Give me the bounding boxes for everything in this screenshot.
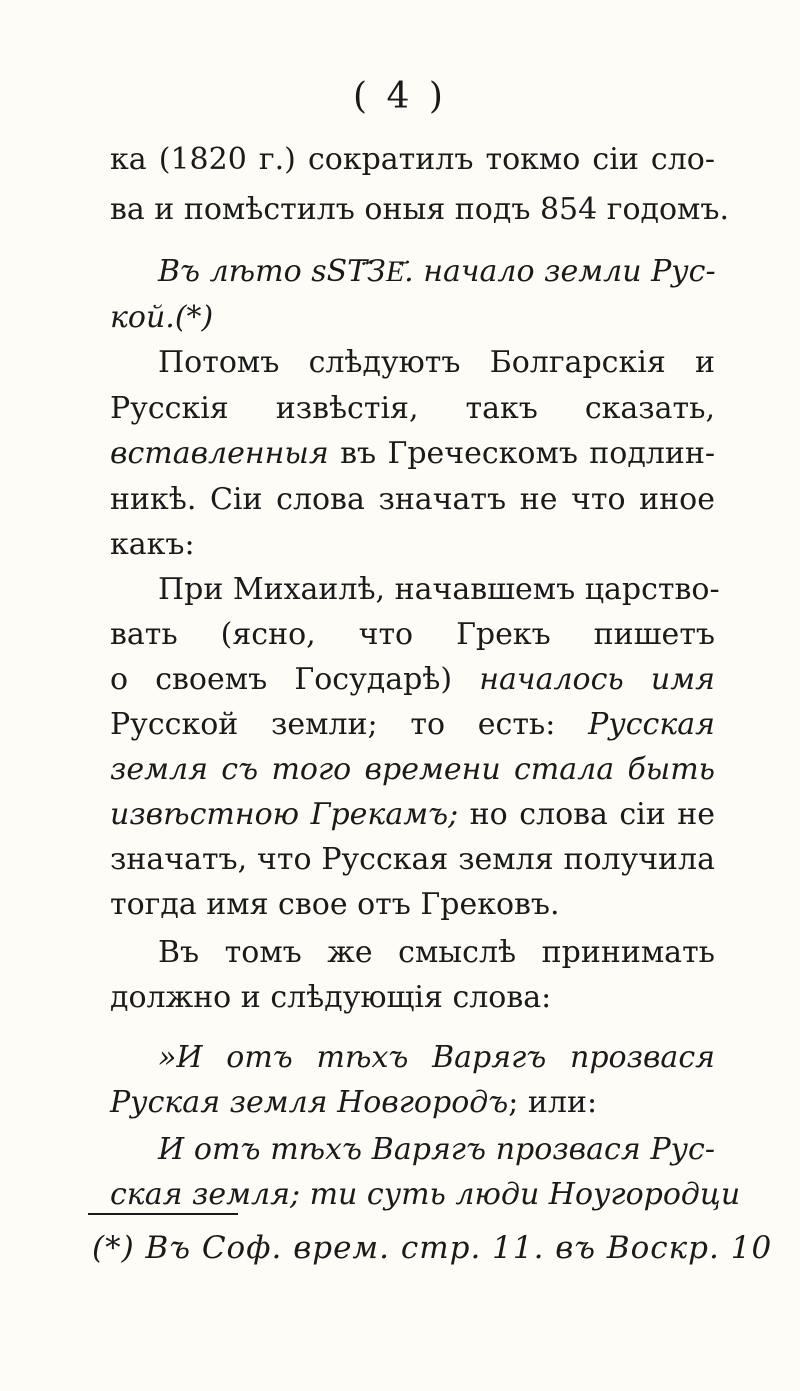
text-line: И отъ тѣхъ Варягъ прозвася Рус- <box>158 1132 715 1167</box>
text-line: о своемъ Государѣ) началось имя <box>110 662 715 697</box>
text-line: ка (1820 г.) сократилъ токмо сіи сло- <box>110 142 715 177</box>
text-line: вставленныя въ Греческомъ подлин- <box>110 436 715 471</box>
text-line: »И отъ тѣхъ Варягъ прозвася <box>158 1040 715 1075</box>
text-line: Потомъ слѣдуютъ Болгарскія и <box>158 345 715 380</box>
text-line: Руская земля Новгородъ; или: <box>110 1085 598 1120</box>
text-line: какъ: <box>110 527 195 562</box>
text-line: Въ лѣто ѕST҃ЗЕ҃. начало земли Рус- <box>158 254 716 289</box>
text-line: извѣстною Грекамъ; но слова сіи не <box>110 797 716 832</box>
text-line: земля съ того времени стала быть <box>110 752 715 787</box>
footnote-rule <box>88 1213 238 1215</box>
text-line: ва и помѣстилъ оныя подъ 854 годомъ. <box>110 192 730 227</box>
handwritten-footnote: (*) Въ Соф. врем. стр. 11. въ Воскр. 10 <box>92 1230 773 1266</box>
text-line: должно и слѣдующія слова: <box>110 980 552 1015</box>
page-number: ( 4 ) <box>353 76 447 117</box>
text-line: Русскія извѣстія, такъ сказать, <box>110 391 715 426</box>
text-line: вать (ясно, что Грекъ пишетъ <box>110 617 715 652</box>
text-line: никѣ. Сіи слова значатъ не что иное <box>110 482 715 517</box>
text-line: кой.(*) <box>110 300 214 335</box>
text-line: Въ томъ же смыслѣ принимать <box>158 935 715 970</box>
text-line: тогда имя свое отъ Грековъ. <box>110 887 560 922</box>
text-line: ская земля; ти суть люди Ноугородци <box>110 1177 741 1212</box>
text-line: Русской земли; то есть: Русская <box>110 707 715 742</box>
text-line: При Михаилѣ, начавшемъ царство- <box>158 572 720 607</box>
text-line: значатъ, что Русская земля получила <box>110 842 715 877</box>
